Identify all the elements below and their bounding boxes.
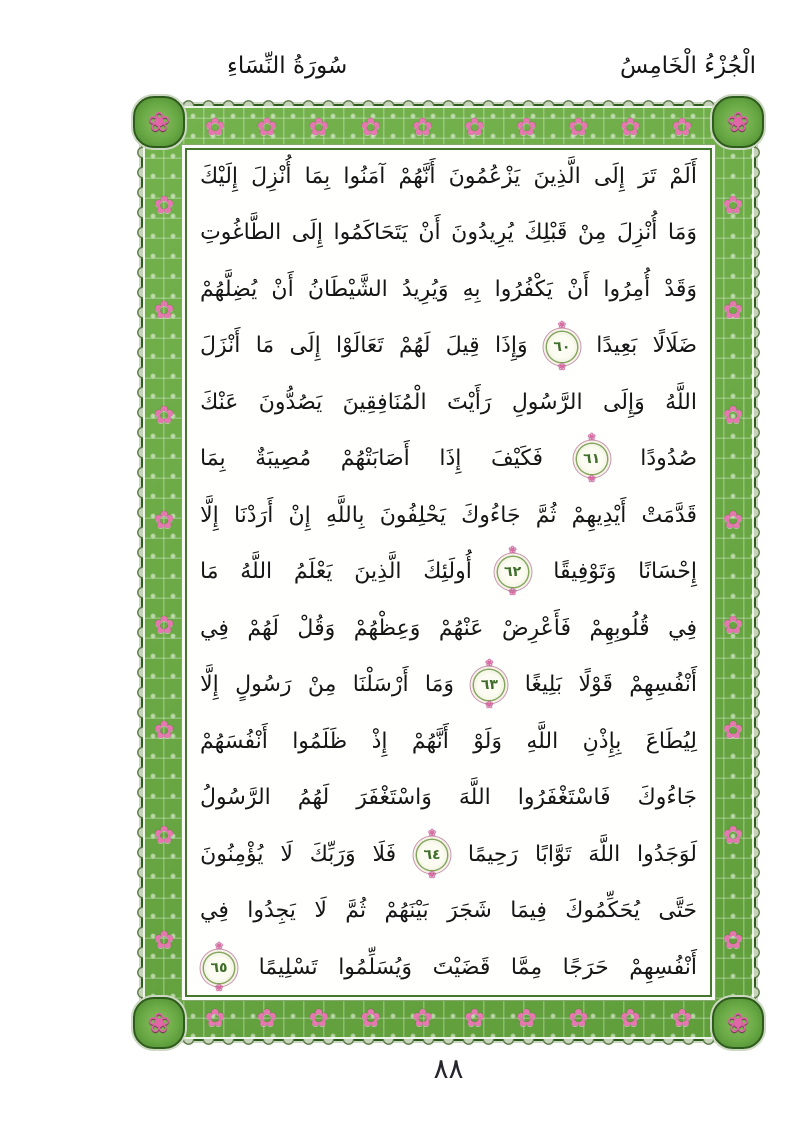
quran-word: أَصَابَتْهُمْ xyxy=(340,446,410,472)
quran-word: رَحِيمًا xyxy=(467,841,519,867)
ayah-number: ٦٥ xyxy=(210,959,228,976)
petal-icon: ❀ xyxy=(508,545,517,557)
quran-word: جَاءُوكَ xyxy=(461,502,521,528)
quran-word: فِيمَا xyxy=(510,898,547,924)
quran-word: آمَنُوا xyxy=(343,164,386,189)
quran-word: الَّذِينَ xyxy=(533,164,581,189)
flower-icon: ✿ xyxy=(722,190,744,219)
ayah-number-medallion xyxy=(417,827,447,881)
quran-word: تَعَالَوْا xyxy=(336,333,384,359)
flower-icon: ✿ xyxy=(568,1004,589,1032)
quran-word: فِي xyxy=(200,898,229,924)
petal-icon: ❀ xyxy=(587,474,596,486)
quran-word: لَهُمُ xyxy=(297,785,330,811)
flower-icon: ✿ xyxy=(722,295,744,324)
quran-word: رَأَيْتَ xyxy=(446,389,492,415)
flower-icon: ✿ xyxy=(153,716,175,745)
ayah-number: ٦٤ xyxy=(423,846,441,863)
quran-word: أُنْزِلَ xyxy=(616,220,658,246)
quran-word: تَرَ xyxy=(638,164,657,189)
quran-word: فَاسْتَغْفَرُوا xyxy=(517,785,611,811)
quran-word: إِلَيْكَ xyxy=(200,164,239,189)
quran-word: وَيُسَلِّمُوا xyxy=(338,954,413,980)
quran-word: أَنْفُسِهِمْ xyxy=(629,672,697,698)
quran-word: يُؤْمِنُونَ xyxy=(200,841,264,867)
quran-word: بِمَا xyxy=(304,164,331,189)
quran-word: وَاسْتَغْفَرَ xyxy=(356,785,432,811)
quran-word: تَوَّابًا xyxy=(535,841,572,867)
border-scallop-top xyxy=(147,97,750,106)
flower-icon: ✿ xyxy=(308,1004,329,1032)
quran-text-lines xyxy=(200,160,697,994)
quran-word: إِلَى xyxy=(593,164,625,189)
quran-word: تَسْلِيمًا xyxy=(258,954,318,980)
quran-line xyxy=(200,499,697,533)
quran-word: لَهُمْ xyxy=(247,615,279,641)
ayah-number-medallion xyxy=(547,319,577,373)
juz-title: الْجُزْءُ الْخَامِسُ xyxy=(620,53,756,79)
quran-word: إِذْ xyxy=(371,728,388,754)
quran-word: أُولَئِكَ xyxy=(423,559,472,585)
petal-icon: ❀ xyxy=(214,940,224,952)
ayah-number: ٦٠ xyxy=(553,338,571,355)
quran-word: حَرَجًا xyxy=(562,954,609,980)
quran-word: مِنْ xyxy=(577,220,607,246)
quran-word: لَهُمْ xyxy=(398,333,431,359)
corner-flower-icon: ❀ xyxy=(147,1007,171,1039)
quran-word: إِلَى xyxy=(289,333,321,359)
petal-icon: ❀ xyxy=(508,587,517,599)
flower-icon: ✿ xyxy=(153,926,175,955)
flower-icon: ✿ xyxy=(568,113,589,141)
quran-word: يَعْلَمُ xyxy=(293,559,333,585)
quran-word: أَنْ xyxy=(271,276,294,302)
quran-word: شَجَرَ xyxy=(447,898,492,924)
petal-icon: ❀ xyxy=(485,658,494,670)
petal-icon: ❀ xyxy=(485,700,494,712)
quran-line xyxy=(200,725,697,759)
quran-line xyxy=(200,273,697,307)
quran-word: اللَّهِ xyxy=(526,728,559,754)
quran-word: بَلِيغًا xyxy=(524,672,563,698)
quran-word: يَصُدُّونَ xyxy=(258,389,323,415)
ayah-number: ٦٣ xyxy=(480,677,498,694)
quran-word: يَجِدُوا xyxy=(247,898,296,924)
border-corner-top-right xyxy=(712,96,764,148)
quran-word: قُلُوبِهِمْ xyxy=(589,615,650,641)
quran-word: وَمَا xyxy=(667,220,697,246)
quran-word: عَنْكَ xyxy=(200,389,239,415)
ayah-number-medallion xyxy=(474,658,504,712)
quran-word: أَنْ xyxy=(567,276,590,302)
quran-word: أَنَّهُمْ xyxy=(411,728,449,754)
quran-word: وَرَبِّكَ xyxy=(309,841,356,867)
border-scallop-right xyxy=(754,110,763,1035)
quran-word: قِيلَ xyxy=(445,333,480,359)
petal-icon: ❀ xyxy=(427,869,437,881)
quran-word: أَرْسَلْنَا xyxy=(352,672,409,698)
quran-word: ثُمَّ xyxy=(345,898,367,924)
quran-word: إِلَّا xyxy=(200,672,219,698)
quran-word: قَبْلِكَ xyxy=(524,220,568,246)
quran-word: قَوْلًا xyxy=(578,672,613,698)
quran-word: إِلَى xyxy=(291,220,323,246)
quran-word: وَمَا xyxy=(424,672,455,698)
quran-word: وَيُرِيدُ xyxy=(401,276,449,302)
flower-icon: ✿ xyxy=(153,821,175,850)
quran-word: بِإِذْنِ xyxy=(582,728,622,754)
quran-word: رَسُولٍ xyxy=(235,672,292,698)
quran-word: الطَّاغُوتِ xyxy=(200,220,282,246)
flower-icon: ✿ xyxy=(153,505,175,534)
petal-icon: ❀ xyxy=(557,361,567,373)
quran-line xyxy=(200,827,697,881)
quran-word: وَإِلَى xyxy=(602,389,645,415)
quran-word: يُحَكِّمُوكَ xyxy=(565,898,640,924)
quran-word: مَا xyxy=(255,333,275,359)
page-header xyxy=(141,50,756,82)
border-scallop-bottom xyxy=(147,1039,750,1048)
quran-word: فَأَعْرِضْ xyxy=(501,615,572,641)
quran-word: وَعِظْهُمْ xyxy=(353,615,421,641)
quran-word: مُصِيبَةٌ xyxy=(255,446,312,472)
flower-icon: ✿ xyxy=(360,1004,381,1032)
flower-icon: ✿ xyxy=(204,1004,226,1032)
page-number: ٨٨ xyxy=(433,1052,464,1085)
border-garland-top xyxy=(189,106,708,148)
quran-word: وَقَدْ xyxy=(664,276,697,302)
flower-icon: ✿ xyxy=(722,716,744,745)
quran-word: بِهِ xyxy=(462,276,481,302)
quran-word: يُضِلَّهُمْ xyxy=(200,276,258,302)
quran-word: الْمُنَافِقِينَ xyxy=(342,389,427,415)
quran-word: الشَّيْطَانُ xyxy=(307,276,388,302)
quran-word: اللَّهُ xyxy=(665,389,697,415)
corner-flower-icon: ❀ xyxy=(726,1007,750,1039)
quran-word: ثُمَّ xyxy=(535,502,557,528)
flower-icon: ✿ xyxy=(412,113,433,141)
flower-icon: ✿ xyxy=(516,1004,537,1032)
petal-icon: ❀ xyxy=(587,432,596,444)
flower-icon: ✿ xyxy=(722,926,744,955)
decorative-border xyxy=(141,104,756,1041)
quran-word: لَا xyxy=(314,898,327,924)
quran-word: مِمَّا xyxy=(510,954,543,980)
quran-word: ضَلَالًا xyxy=(652,333,697,359)
flower-icon: ✿ xyxy=(722,611,744,640)
quran-line xyxy=(200,319,697,373)
quran-word: يَزْعُمُونَ xyxy=(448,164,521,189)
flower-icon: ✿ xyxy=(722,505,744,534)
quran-word: إِلَّا xyxy=(200,502,219,528)
quran-word: فِي xyxy=(200,615,229,641)
ayah-number-medallion xyxy=(498,545,528,599)
quran-line xyxy=(200,545,697,599)
quran-word: بَعِيدًا xyxy=(596,333,638,359)
quran-word: يَكْفُرُوا xyxy=(494,276,553,302)
quran-word: إِحْسَانًا xyxy=(638,559,697,585)
quran-word: أَنْفُسِهِمْ xyxy=(629,954,697,980)
quran-word: فَلَا xyxy=(372,841,397,867)
quran-word: أَنَّهُمْ xyxy=(398,164,436,189)
quran-word: أَلَمْ xyxy=(669,164,697,189)
border-garland-right xyxy=(712,152,754,993)
quran-word: وَلَوْ xyxy=(473,728,502,754)
quran-word: وَتَوْفِيقًا xyxy=(553,559,617,585)
border-corner-bottom-right xyxy=(712,997,764,1049)
quran-word: أَرَدْنَا xyxy=(233,502,274,528)
quran-word: حَتَّى xyxy=(658,898,697,924)
quran-word: جَاءُوكَ xyxy=(637,785,697,811)
quran-word: اللَّهَ xyxy=(588,841,621,867)
flower-icon: ✿ xyxy=(204,113,226,141)
border-corner-top-left xyxy=(133,96,185,148)
border-garland-bottom xyxy=(189,997,708,1039)
petal-icon: ❀ xyxy=(214,982,224,994)
ayah-number: ٦٢ xyxy=(504,564,522,581)
quran-word: وَقُلْ xyxy=(297,615,336,641)
quran-word: لَا xyxy=(280,841,293,867)
quran-word: اللَّهُ xyxy=(240,559,273,585)
petal-icon: ❀ xyxy=(427,827,437,839)
corner-flower-icon: ❀ xyxy=(147,106,171,138)
flower-icon: ✿ xyxy=(256,113,277,141)
flower-icon: ✿ xyxy=(722,400,744,429)
quran-word: إِذَا xyxy=(439,446,462,472)
quran-word: الرَّسُولُ xyxy=(200,785,271,811)
quran-word: أُمِرُوا xyxy=(603,276,651,302)
quran-word: بَيْنَهُمْ xyxy=(384,898,429,924)
quran-word: يُرِيدُونَ xyxy=(451,220,514,246)
border-scallop-left xyxy=(134,110,143,1035)
quran-word: لِيُطَاعَ xyxy=(645,728,697,754)
quran-word: أُنْزِلَ xyxy=(251,164,292,189)
quran-word: مِنْ xyxy=(307,672,337,698)
flower-icon: ✿ xyxy=(672,113,693,141)
quran-word: مَا xyxy=(200,559,219,585)
quran-word: أَنْ xyxy=(418,220,441,246)
flower-icon: ✿ xyxy=(360,113,381,141)
quran-line xyxy=(200,940,697,994)
border-corner-bottom-left xyxy=(133,997,185,1049)
border-garland-left xyxy=(143,152,185,993)
quran-word: فَكَيْفَ xyxy=(490,446,544,472)
quran-line xyxy=(200,658,697,712)
flower-icon: ✿ xyxy=(256,1004,277,1032)
ayah-number-medallion xyxy=(577,432,607,486)
quran-line xyxy=(200,216,697,250)
flower-icon: ✿ xyxy=(516,113,537,141)
flower-icon: ✿ xyxy=(722,821,744,850)
quran-word: يَتَحَاكَمُوا xyxy=(333,220,408,246)
quran-word: إِنْ xyxy=(288,502,311,528)
petal-icon: ❀ xyxy=(557,319,567,331)
text-panel xyxy=(185,148,712,997)
quran-word: لَوَجَدُوا xyxy=(637,841,697,867)
quran-word: أَنْزَلَ xyxy=(200,333,241,359)
flower-icon: ✿ xyxy=(620,113,641,141)
quran-word: قَضَيْتَ xyxy=(432,954,491,980)
flower-icon: ✿ xyxy=(308,113,329,141)
quran-line xyxy=(200,386,697,420)
flower-icon: ✿ xyxy=(153,400,175,429)
ayah-number: ٦١ xyxy=(583,451,601,468)
surah-title: سُورَةُ النِّسَاءِ xyxy=(227,53,348,79)
flower-icon: ✿ xyxy=(153,611,175,640)
quran-word: بِمَا xyxy=(200,446,226,472)
quran-word: اللَّهَ xyxy=(458,785,491,811)
quran-word: بِاللَّهِ xyxy=(325,502,365,528)
ayah-number-medallion xyxy=(204,940,234,994)
quran-word: أَنْفُسَهُمْ xyxy=(200,728,268,754)
quran-word: أَيْدِيهِمْ xyxy=(571,502,627,528)
quran-line xyxy=(200,160,697,194)
quran-word: الرَّسُولِ xyxy=(511,389,583,415)
quran-line xyxy=(200,781,697,815)
flower-icon: ✿ xyxy=(153,295,175,324)
flower-icon: ✿ xyxy=(412,1004,433,1032)
quran-line xyxy=(200,432,697,486)
quran-word: فِي xyxy=(668,615,697,641)
quran-line xyxy=(200,894,697,928)
quran-word: يَحْلِفُونَ xyxy=(379,502,446,528)
quran-word: وَإِذَا xyxy=(494,333,528,359)
flower-icon: ✿ xyxy=(672,1004,693,1032)
flower-icon: ✿ xyxy=(464,1004,485,1032)
quran-line xyxy=(200,612,697,646)
quran-word: عَنْهُمْ xyxy=(438,615,484,641)
quran-word: الَّذِينَ xyxy=(354,559,402,585)
quran-word: قَدَّمَتْ xyxy=(641,502,697,528)
quran-word: صُدُودًا xyxy=(640,446,697,472)
corner-flower-icon: ❀ xyxy=(726,106,750,138)
flower-icon: ✿ xyxy=(153,190,175,219)
flower-icon: ✿ xyxy=(464,113,485,141)
flower-icon: ✿ xyxy=(620,1004,641,1032)
quran-word: ظَلَمُوا xyxy=(292,728,348,754)
